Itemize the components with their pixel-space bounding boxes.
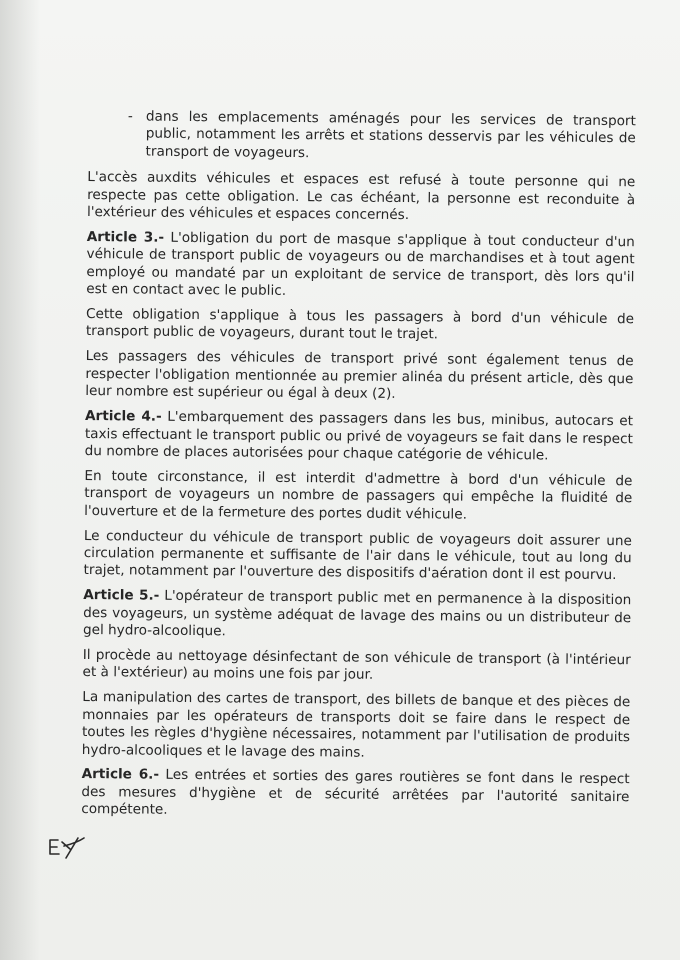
bullet-item <box>87 108 635 165</box>
paragraph-text: L'opérateur de transport public met en permanence à la disposition des voyageurs, un système adéquat de lavage des mains ou un distributeur de gel hydro-alcoolique. <box>82 587 632 640</box>
paragraph-article-3 <box>86 229 635 304</box>
article-label: Article 4.- <box>84 408 162 425</box>
paragraph-text: Le conducteur du véhicule de transport public de voyageurs doit assurer une circulation permanente et suffisante de l'air dans le véhicule, tout au long du trajet, notamment par l'ouverture des dispositifs d'aération dont il est pourvu. <box>83 527 632 584</box>
paragraph-article-4 <box>85 408 633 465</box>
page-edge-shadow <box>0 0 40 960</box>
paragraph-text: L'accès auxdits véhicules et espaces est refusé à toute personne qui ne respecte pas cette obligation. Le cas échéant, la personne est reconduite à l'extérieur des véhicules et espaces concernés. <box>86 169 636 224</box>
bullet-text: dans les emplacements aménagés pour les services de transport public, notamment les arrêts et stations desservis par les véhicules de transport de voyageurs. <box>145 108 636 161</box>
paragraph-text: La manipulation des cartes de transport, des billets de banque et des pièces de monnaies par les opérateurs de transports doit se faire dans le respect de toutes les règles d'hygiène nécessaires, notamment par l'utilisation de produits hydro-alcooliques et le lavage des mains. <box>81 689 631 761</box>
paragraph-text: En toute circonstance, il est interdit d'admettre à bord d'un véhicule de transport de voyageurs un nombre de passagers qui empêche la fluidité de l'ouverture et de la fermeture des portes dudit véhicule. <box>84 467 633 523</box>
paragraph-passengers-obligation <box>86 306 634 346</box>
bullet-mark: - <box>127 108 133 125</box>
paragraph-text: L'obligation du port de masque s'applique à tout conducteur d'un véhicule de transport public de voyageurs ou de marchandises et à tout agent employé ou mandaté par un exploitant de service de transport, dès lors qu'il est en contact avec le public. <box>86 229 635 300</box>
paragraph-private-transport <box>85 348 633 405</box>
article-label: Article 5.- <box>83 587 160 604</box>
article-label: Article 3.- <box>86 228 165 246</box>
paragraph-access-refused <box>87 169 635 226</box>
paragraph-text: Cette obligation s'applique à tous les passagers à bord d'un véhicule de transport public de voyageurs, durant tout le trajet. <box>85 306 635 343</box>
paragraph-air-circulation <box>83 528 631 585</box>
paragraph-article-6 <box>81 766 629 823</box>
document-body <box>81 108 636 831</box>
paragraph-cleaning <box>82 647 630 687</box>
paragraph-text: Il procède au nettoyage désinfectant de son véhicule de transport (à l'intérieur et à l'extérieur) au moins une fois par jour. <box>82 646 631 684</box>
paragraph-cash-handling <box>82 689 631 764</box>
paragraph-text: L'embarquement des passagers dans les bus, minibus, autocars et taxis effectuant le transport public ou privé de voyageurs se fait dans le respect du nombre de places autorisées pour chaque catégorie de véhicule. <box>84 408 634 464</box>
paragraph-text: Les entrées et sorties des gares routières se font dans le respect des mesures d'hygiène et de sécurité arrêtées par l'autorité sanitaire compétente. <box>81 767 630 819</box>
paragraph-passenger-limit <box>84 468 632 525</box>
paragraph-article-5 <box>83 587 631 644</box>
paragraph-text: Les passagers des véhicules de transport privé sont également tenus de respecter l'obligation mentionnée au premier alinéa du présent article, dès que leur nombre est supérieur ou égal à deux (2). <box>85 348 634 403</box>
handwritten-initials <box>44 832 88 860</box>
article-label: Article 6.- <box>81 766 160 784</box>
